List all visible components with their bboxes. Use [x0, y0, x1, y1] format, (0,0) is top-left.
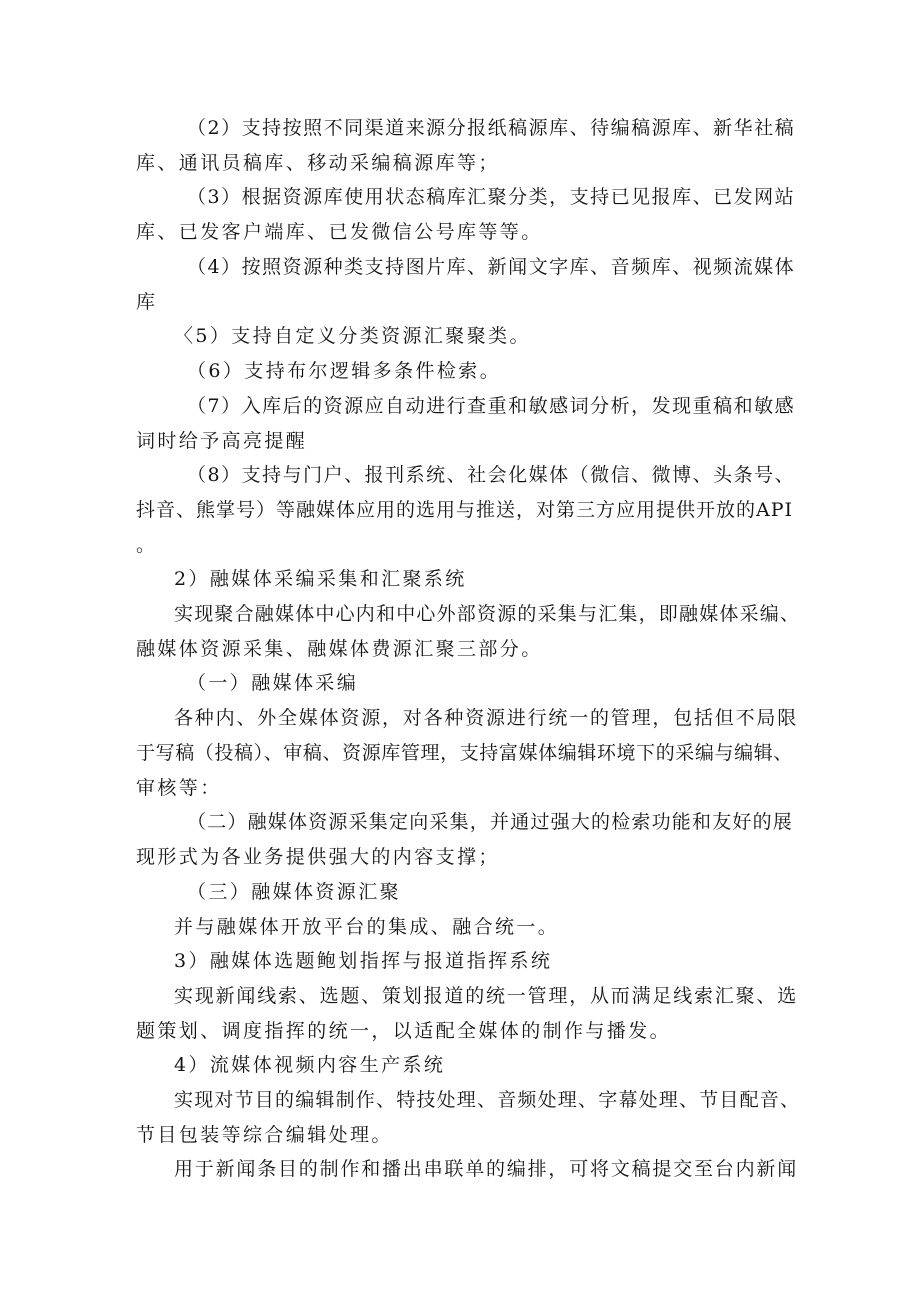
text-line: （6）支持布尔逻辑多条件检索。 [187, 360, 502, 382]
text-line: （7）入库后的资源应自动进行查重和敏感词分析，发现重稿和敏感 [187, 395, 796, 417]
text-line: 〈5）支持自定义分类资源汇聚聚类。 [174, 325, 531, 347]
text-line: 节目包装等综合编辑处理。 [136, 1124, 393, 1146]
text-line: 库、已发客户端库、已发微信公号库等等。 [136, 221, 543, 243]
text-line: 实现新闻线索、选题、策划报道的统一管理，从而满足线索汇聚、选 [174, 985, 799, 1007]
text-line: 现形式为各业务提供强大的内容支撑； [136, 846, 500, 868]
text-line: 实现聚合融媒体中心内和中心外部资源的采集与汇集，即融媒体采编、 [174, 603, 801, 625]
text-line: （8）支持与门户、报刊系统、社会化媒体（微信、微博、头条号、 [187, 464, 796, 486]
text-line: 审核等： [136, 777, 222, 799]
section-heading: 2）融媒体采编采集和汇聚系统 [174, 568, 467, 590]
text-line: 于写稿（投稿）、审稿、资源库管理，支持富媒体编辑环境下的采编与编辑、 [136, 742, 793, 764]
subsection-heading: （一）融媒体采编 [187, 672, 359, 694]
text-line: （2）支持按照不同渠道来源分报纸稿源库、待编稿源库、新华社稿 [187, 117, 796, 139]
text-line: （4）按照资源种类支持图片库、新闻文字库、音频库、视频流媒体 [187, 256, 796, 278]
text-line: 融媒体资源采集、融媒体费源汇聚三部分。 [136, 638, 543, 660]
text-line: 用于新闻条目的制作和播出串联单的编排，可将文稿提交至台内新闻 [174, 1158, 799, 1180]
subsection-heading: （三）融媒体资源汇聚 [187, 881, 402, 903]
text-line: 库 [136, 291, 158, 313]
text-line: 题策划、调度指挥的统一，以适配全媒体的制作与播发。 [136, 1020, 672, 1042]
text-line: 抖音、熊掌号）等融媒体应用的选用与推送，对第三方应用提供开放的API [136, 499, 794, 521]
text-line: （二）融媒体资源采集定向采集，并通过强大的检索功能和友好的展 [187, 811, 794, 833]
text-line: 并与融媒体开放平台的集成、融合统一。 [174, 916, 560, 938]
text-line: 词时给予高亮提醒 [136, 430, 308, 452]
text-line: 库、通讯员稿库、移动采编稿源库等； [136, 152, 500, 174]
text-line: （3）根据资源库使用状态稿库汇聚分类，支持已见报库、已发网站 [187, 186, 796, 208]
section-heading: 4）流媒体视频内容生产系统 [174, 1054, 446, 1076]
text-line: 。 [136, 534, 158, 556]
text-line: 各种内、外全媒体资源，对各种资源进行统一的管理，包括但不局限 [174, 707, 799, 729]
section-heading: 3）融媒体选题鲍划指挥与报道指挥系统 [174, 950, 553, 972]
text-line: 实现对节目的编辑制作、特技处理、音频处理、字幕处理、节目配音、 [174, 1089, 801, 1111]
